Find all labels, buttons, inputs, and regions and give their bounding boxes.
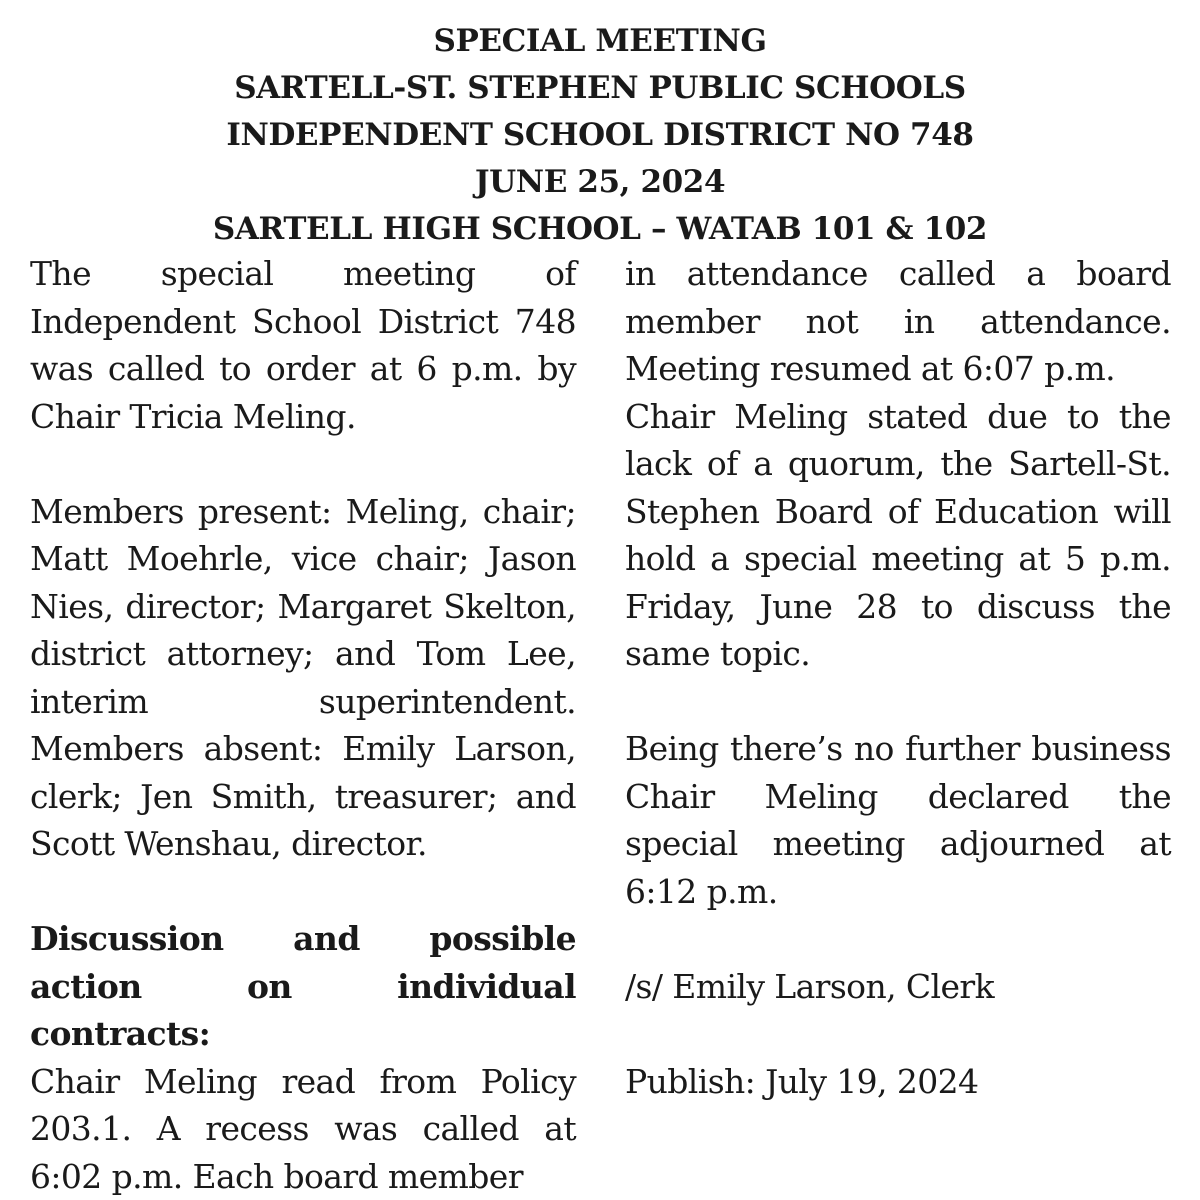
- header-meeting-type: SPECIAL MEETING: [433, 23, 767, 59]
- paragraph-spacer: [625, 678, 1171, 726]
- header-date: JUNE 25, 2024: [474, 164, 726, 200]
- discussion-paragraph: Chair Meling read from Policy 203.1. A recess was called at 6:02 p.m. Each board member: [30, 1061, 576, 1196]
- header-district-number: INDEPENDENT SCHOOL DISTRICT NO 748: [226, 117, 974, 153]
- quorum-paragraph: Chair Meling stated due to the lack of a quorum, the Sartell-St. Stephen Board of Education will hold a special meeting at 5 p.m. Friday, June 28 to discuss the same topic.: [625, 396, 1171, 673]
- paragraph-spacer: [30, 440, 576, 488]
- call-to-order-paragraph: The special meeting of Independent School District 748 was called to order at 6 p.m. by Chair Tricia Meling.: [30, 254, 576, 436]
- left-column: [30, 250, 576, 1200]
- discussion-heading: Discussion and possible action on individual contracts:: [30, 919, 576, 1053]
- adjournment-paragraph: Being there’s no further business Chair Meling declared the special meeting adjourned at 6:12 p.m.: [625, 729, 1171, 911]
- paragraph-spacer: [30, 868, 576, 916]
- notice-header: [0, 18, 1200, 253]
- paragraph-spacer: [625, 915, 1171, 963]
- publish-date: Publish: July 19, 2024: [625, 1061, 979, 1101]
- continuation-paragraph: in attendance called a board member not in attendance. Meeting resumed at 6:07 p.m.: [625, 254, 1171, 388]
- clerk-signature: /s/ Emily Larson, Clerk: [625, 966, 994, 1006]
- right-column: [625, 250, 1171, 1105]
- members-paragraph: Members present: Meling, chair; Matt Moehrle, vice chair; Jason Nies, director; Margaret Skelton, district attorney; and Tom Lee, interim superintendent. Members absent: Emily Larson, clerk; Jen Smith, treasurer; and Scott Wenshau, director.: [30, 491, 576, 863]
- paragraph-spacer: [625, 1010, 1171, 1058]
- header-location: SARTELL HIGH SCHOOL – WATAB 101 & 102: [212, 211, 988, 247]
- header-district-name: SARTELL-ST. STEPHEN PUBLIC SCHOOLS: [234, 70, 966, 106]
